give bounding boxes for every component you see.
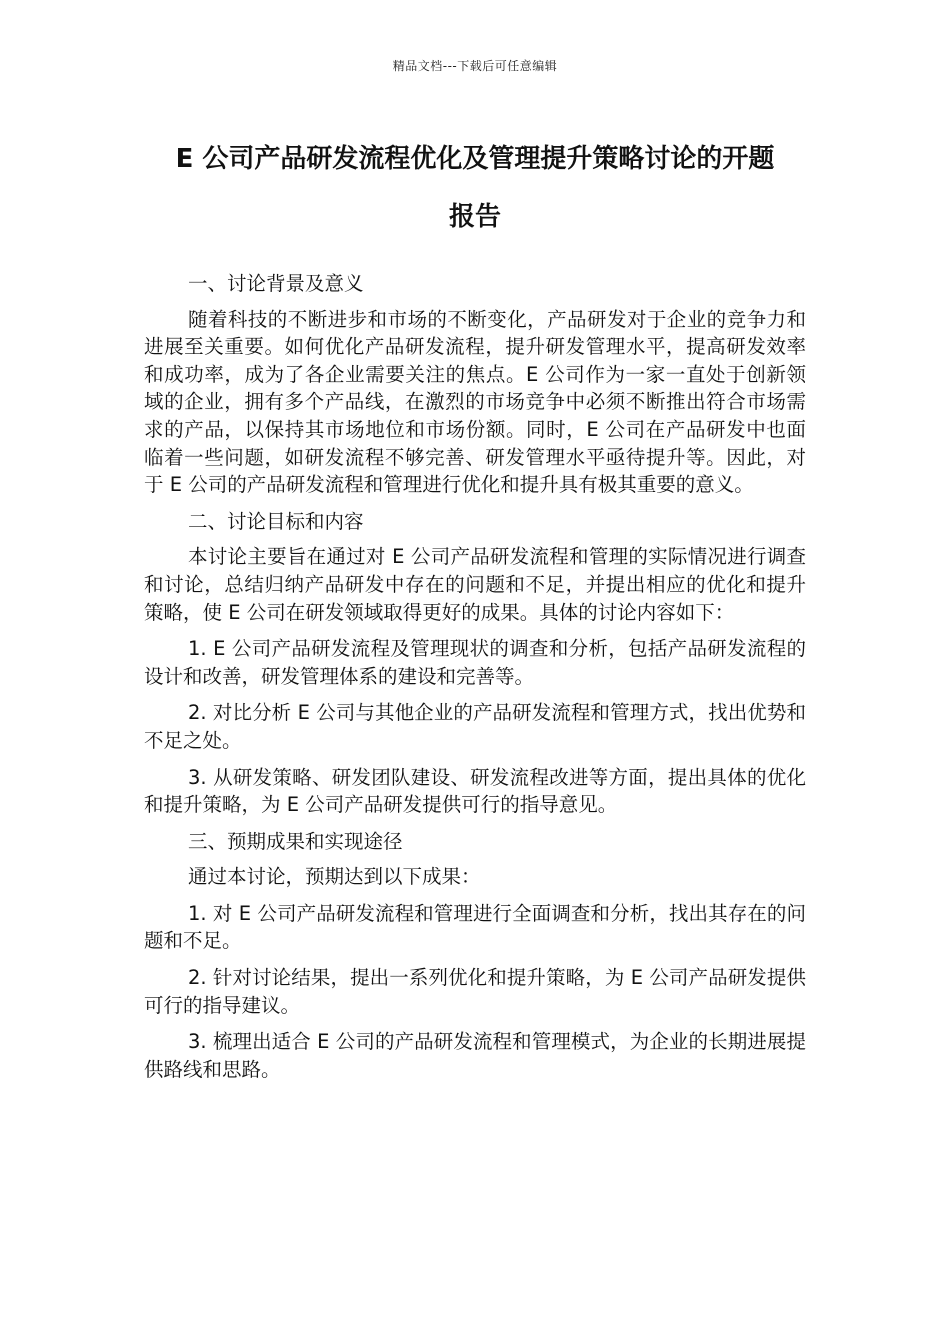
- section-3-list-item: 2. 针对讨论结果，提出一系列优化和提升策略，为 E 公司产品研发提供可行的指导建议。: [144, 966, 806, 1017]
- section-3-intro: 通过本讨论，预期达到以下成果：: [188, 865, 481, 889]
- title-line-2: 报告: [448, 202, 501, 232]
- title-line-1: E 公司产品研发流程优化及管理提升策略讨论的开题: [175, 144, 775, 174]
- document-body: [144, 270, 806, 1092]
- section-2-list-item: 1. E 公司产品研发流程及管理现状的调查和分析，包括产品研发流程的设计和改善，研发管理体系的建设和完善等。: [144, 637, 806, 688]
- section-1-paragraph: 随着科技的不断进步和市场的不断变化，产品研发对于企业的竞争力和进展至关重要。如何优化产品研发流程，提升研发管理水平，提高研发效率和成功率，成为了各企业需要关注的焦点。E 公司作为一家一直处于创新领域的企业，拥有多个产品线，在激烈的市场竞争中必须不断推出符合市场需求的产品，以保持其市场地位和市场份额。同时，E 公司在产品研发中也面临着一些问题，如研发流程不够完善、研发管理水平亟待提升等。因此，对于 E 公司的产品研发流程和管理进行优化和提升具有极其重要的意义。: [144, 307, 806, 497]
- document-title: [140, 130, 810, 246]
- section-2-paragraph: 本讨论主要旨在通过对 E 公司产品研发流程和管理的实际情况进行调查和讨论，总结归纳产品研发中存在的问题和不足，并提出相应的优化和提升策略，使 E 公司在研发领域取得更好的成果。具体的讨论内容如下：: [144, 545, 806, 624]
- section-1-heading: 一、讨论背景及意义: [188, 272, 364, 295]
- section-3-heading: 三、预期成果和实现途径: [188, 829, 403, 853]
- section-2-list-item: 3. 从研发策略、研发团队建设、研发流程改进等方面，提出具体的优化和提升策略，为 E 公司产品研发提供可行的指导意见。: [144, 765, 806, 817]
- section-2-list-item: 2. 对比分析 E 公司与其他企业的产品研发流程和管理方式，找出优势和不足之处。: [144, 701, 806, 752]
- header-note: 精品文档---下载后可任意编辑: [392, 59, 558, 73]
- section-3-list-item: 1. 对 E 公司产品研发流程和管理进行全面调查和分析，找出其存在的问题和不足。: [144, 901, 806, 953]
- section-2-heading: 二、讨论目标和内容: [188, 509, 364, 533]
- section-3-list-item: 3. 梳理出适合 E 公司的产品研发流程和管理模式，为企业的长期进展提供路线和思路。: [144, 1030, 806, 1081]
